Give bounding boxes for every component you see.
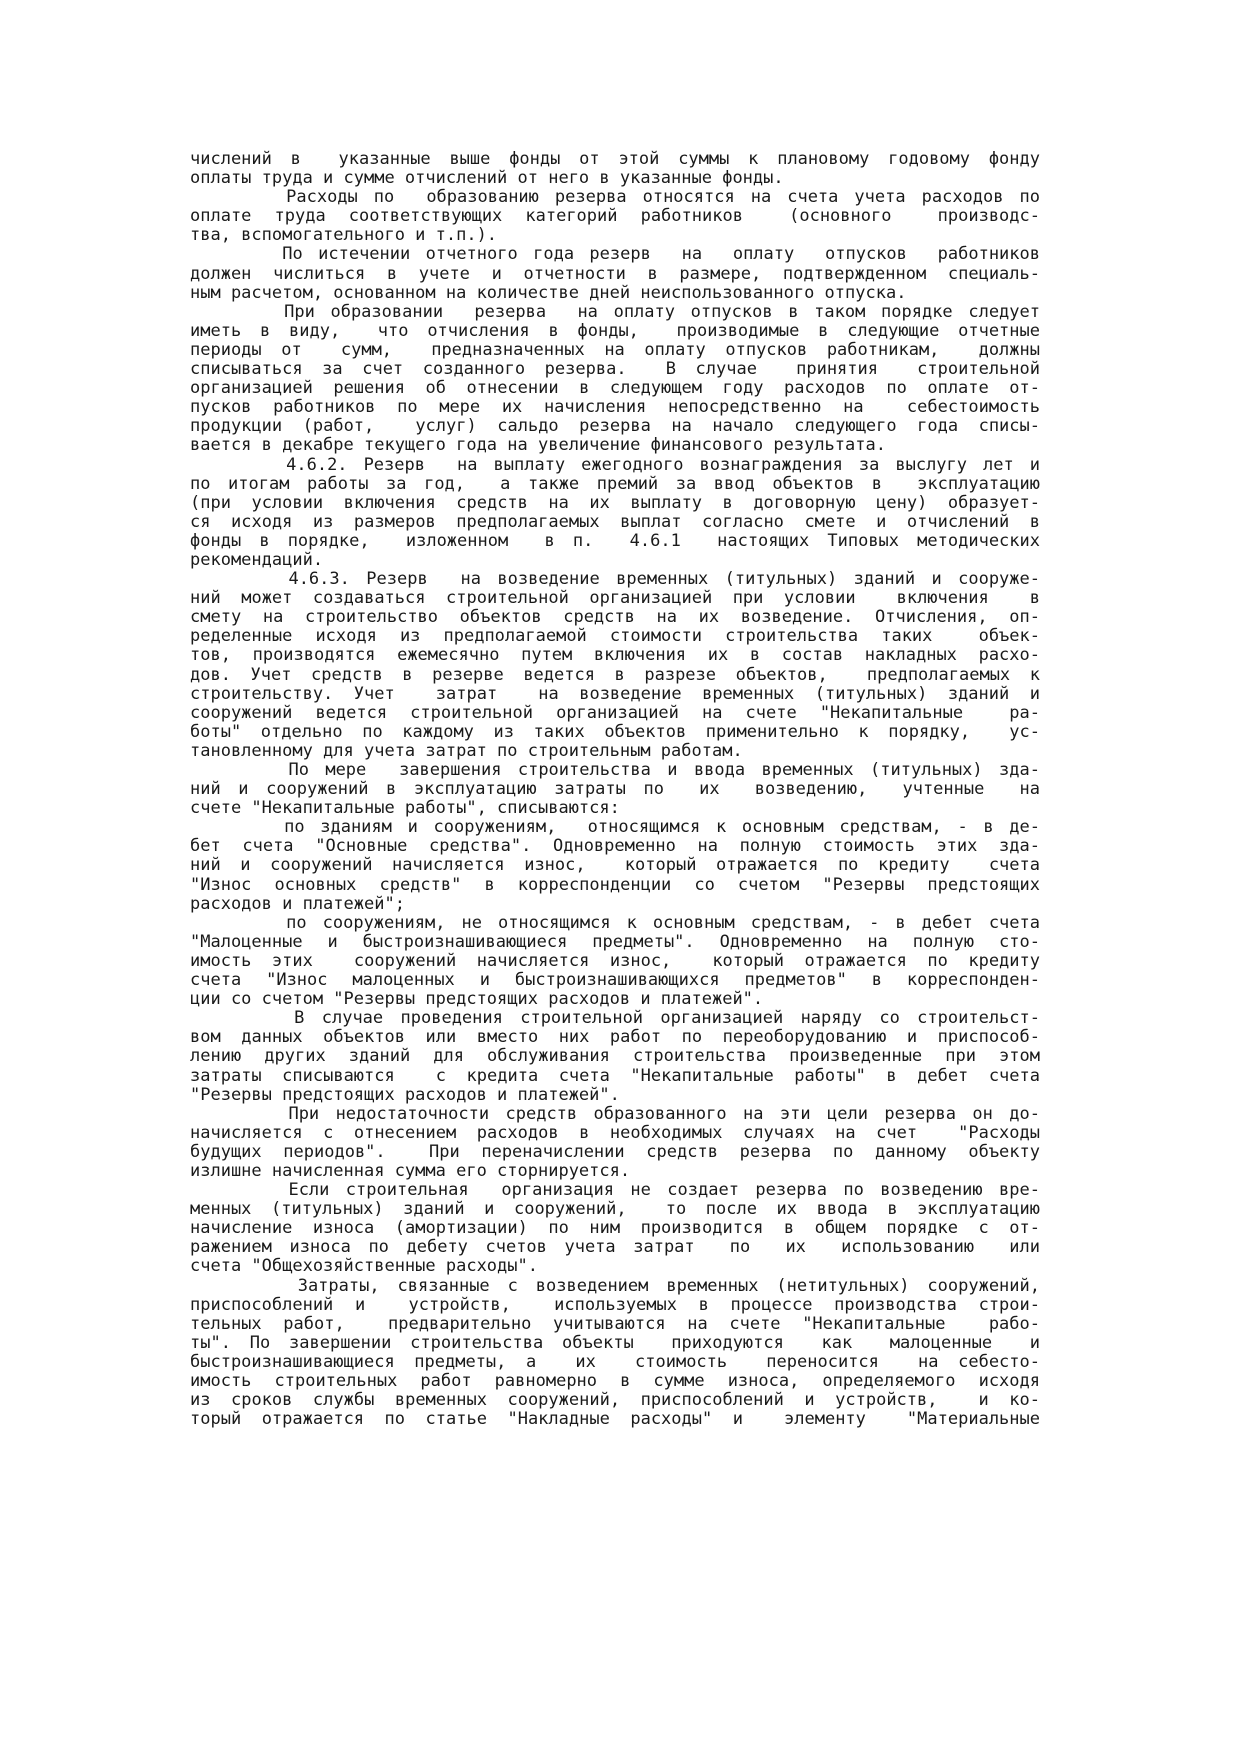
text-line: имость этих сооружений начисляется износ, который отражается по кредиту — [190, 950, 1040, 971]
text-line: строительству. Учет затрат на возведение временных (титульных) зданий и — [190, 683, 1040, 704]
text-line: счете "Некапитальные работы", списываются: — [190, 798, 620, 819]
text-line: вом данных объектов или вместо них работ по переоборудованию и приспособ- — [190, 1027, 1040, 1048]
text-line: сооружений ведется строительной организацией на счете "Некапитальные ра- — [190, 702, 1040, 723]
document-page — [190, 150, 1050, 1429]
text-line: ты". По завершении строительства объекты приходуются как малоценные и — [190, 1332, 1040, 1353]
text-line: (при условии включения средств на их выплату в договорную цену) образует- — [190, 492, 1040, 513]
text-line: фонды в порядке, изложенном в п. 4.6.1 настоящих Типовых методических — [190, 530, 1040, 551]
text-line: тельных работ, предварительно учитываются на счете "Некапитальные рабо- — [190, 1313, 1040, 1334]
text-line: тановленному для учета затрат по строительным работам. — [190, 740, 743, 761]
text-line: ным расчетом, основанном на количестве дней неиспользованного отпуска. — [190, 282, 907, 303]
text-line: быстроизнашивающиеся предметы, а их стоимость переносится на себесто- — [190, 1351, 1040, 1372]
text-line: списываться за счет созданного резерва. В случае принятия строительной — [190, 359, 1040, 380]
text-line: "Малоценные и быстроизнашивающиеся предметы". Одновременно на полную сто- — [190, 931, 1040, 952]
text-line: излишне начисленная сумма его сторнируется. — [190, 1160, 631, 1181]
text-line: вается в декабре текущего года на увеличение финансового результата. — [190, 435, 886, 456]
text-line: лению других зданий для обслуживания строительства произведенные при этом — [190, 1046, 1040, 1067]
text-line: по сооружениям, не относящимся к основным средствам, - в дебет счета — [190, 912, 1040, 933]
text-line: ции со счетом "Резервы предстоящих расходов и платежей". — [190, 989, 764, 1010]
text-line: тов, производятся ежемесячно путем включения их в состав накладных расхо- — [190, 645, 1040, 666]
text-line: организацией решения об отнесении в следующем году расходов по оплате от- — [190, 378, 1040, 399]
text-line: ний может создаваться строительной организацией при условии включения в — [190, 588, 1040, 609]
text-line: торый отражается по статье "Накладные расходы" и элементу "Материальные — [190, 1409, 1040, 1430]
text-line: по итогам работы за год, а также премий за ввод объектов в эксплуатацию — [190, 473, 1040, 494]
text-line: "Резервы предстоящих расходов и платежей". — [190, 1084, 620, 1105]
text-line: тва, вспомогательного и т.п.). — [190, 225, 498, 246]
text-line: начисляется с отнесением расходов в необходимых случаях на счет "Расходы — [190, 1122, 1040, 1143]
text-line: Если строительная организация не создает резерва по возведению вре- — [190, 1180, 1040, 1201]
text-line: рекомендаций. — [190, 549, 324, 570]
text-line: В случае проведения строительной организацией наряду со строительст- — [190, 1008, 1040, 1029]
text-line: иметь в виду, что отчисления в фонды, производимые в следующие отчетные — [190, 320, 1040, 341]
text-line: боты" отдельно по каждому из таких объектов применительно к порядку, ус- — [190, 721, 1040, 742]
text-line: расходов и платежей"; — [190, 893, 405, 914]
text-line: начисление износа (амортизации) по ним производится в общем порядке с от- — [190, 1218, 1040, 1239]
text-line: Расходы по образованию резерва относятся на счета учета расходов по — [190, 187, 1040, 208]
text-line: оплате труда соответствующих категорий работников (основного производс- — [190, 206, 1040, 227]
text-line: ний и сооружений в эксплуатацию затраты по их возведению, учтенные на — [190, 779, 1040, 800]
text-line: По мере завершения строительства и ввода временных (титульных) зда- — [190, 760, 1040, 780]
text-line: 4.6.3. Резерв на возведение временных (титульных) зданий и сооруже- — [190, 569, 1040, 590]
text-line: имость строительных работ равномерно в сумме износа, определяемого исходя — [190, 1371, 1040, 1391]
text-line: периоды от сумм, предназначенных на оплату отпусков работникам, должны — [190, 339, 1040, 360]
text-line: должен числиться в учете и отчетности в размере, подтвержденном специаль- — [190, 263, 1040, 284]
text-line: числений в указанные выше фонды от этой суммы к плановому годовому фонду — [190, 149, 1040, 169]
text-line: продукции (работ, услуг) сальдо резерва на начало следующего года списы- — [190, 416, 1040, 437]
text-line: ражением износа по дебету счетов учета затрат по их использованию или — [190, 1237, 1040, 1258]
text-line: ся исходя из размеров предполагаемых выплат согласно смете и отчислений в — [190, 511, 1040, 532]
text-line: дов. Учет средств в резерве ведется в разрезе объектов, предполагаемых к — [190, 664, 1040, 685]
text-line: По истечении отчетного года резерв на оплату отпусков работников — [190, 244, 1040, 265]
text-line: из сроков службы временных сооружений, приспособлений и устройств, и ко- — [190, 1390, 1040, 1411]
text-line: приспособлений и устройств, используемых в процессе производства строи- — [190, 1294, 1040, 1315]
text-line: будущих периодов". При переначислении средств резерва по данному объекту — [190, 1141, 1040, 1162]
text-line: пусков работников по мере их начисления непосредственно на себестоимость — [190, 397, 1040, 418]
text-line: При недостаточности средств образованного на эти цели резерва он до- — [190, 1103, 1040, 1124]
text-line: 4.6.2. Резерв на выплату ежегодного вознаграждения за выслугу лет и — [190, 454, 1040, 475]
text-line: оплаты труда и сумме отчислений от него в указанные фонды. — [190, 168, 784, 189]
text-line: по зданиям и сооружениям, относящимся к основным средствам, - в де- — [190, 817, 1040, 838]
text-line: смету на строительство объектов средств на их возведение. Отчисления, оп- — [190, 607, 1040, 628]
text-line: ний и сооружений начисляется износ, который отражается по кредиту счета — [190, 855, 1040, 876]
text-line: Затраты, связанные с возведением временных (нетитульных) сооружений, — [190, 1275, 1040, 1296]
text-line: "Износ основных средств" в корреспонденции со счетом "Резервы предстоящих — [190, 874, 1040, 895]
text-line: счета "Общехозяйственные расходы". — [190, 1256, 538, 1277]
text-line: затраты списываются с кредита счета "Некапитальные работы" в дебет счета — [190, 1065, 1040, 1086]
text-line: ределенные исходя из предполагаемой стоимости строительства таких объек- — [190, 626, 1040, 647]
text-line: менных (титульных) зданий и сооружений, то после их ввода в эксплуатацию — [190, 1199, 1040, 1220]
text-line: бет счета "Основные средства". Одновременно на полную стоимость этих зда- — [190, 836, 1040, 857]
text-line: счета "Износ малоценных и быстроизнашивающихся предметов" в корреспонден- — [190, 970, 1040, 991]
text-line: При образовании резерва на оплату отпусков в таком порядке следует — [190, 301, 1040, 322]
